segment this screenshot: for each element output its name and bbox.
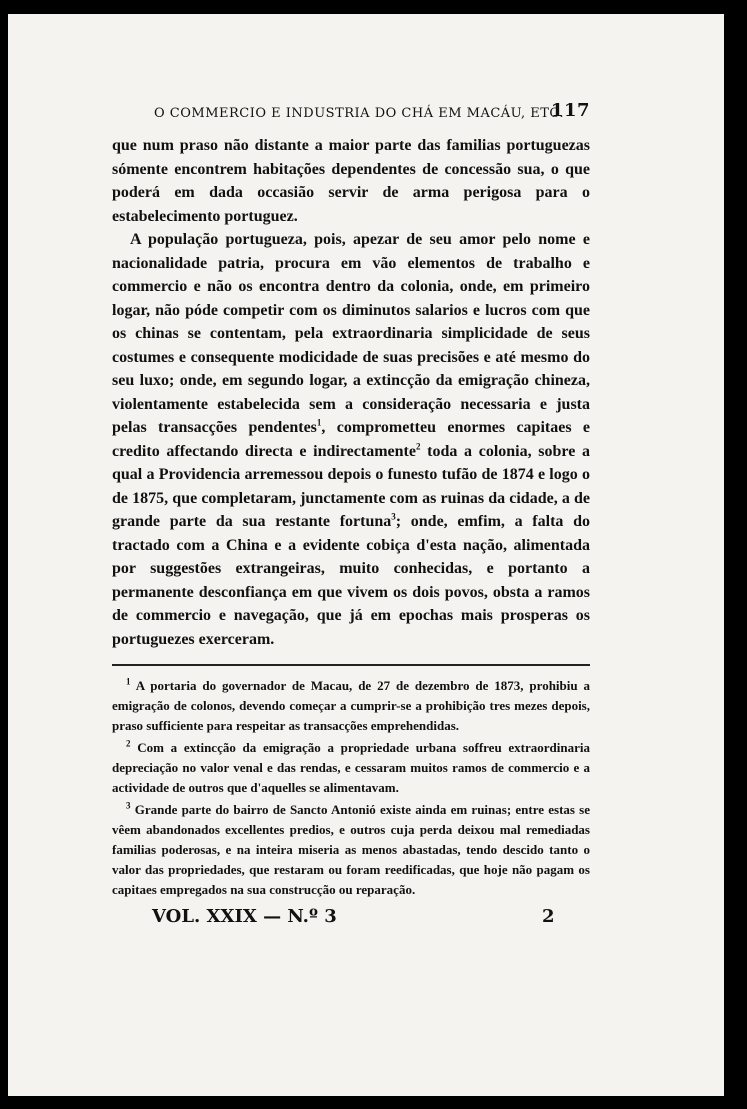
footnote-ref-3: 3 [391, 511, 396, 522]
footnote-text: Com a extincção da emigração a propriedade urbana soffreu extraordinaria depreciação no valor venal e das rendas, e cessaram muitos ramos de commercio e a actividade de outros que d'aquelles se alimentavam. [112, 740, 590, 795]
footnote-3 [112, 800, 590, 900]
paragraph-2-part-d: ; onde, emfim, a falta do tractado com a China e a evidente cobiça d'esta nação, alimentada por suggestões extrangeiras, muito conhecidas, e portanto a permanente desconfiança em que vivem os dois povos, obsta a ramos de commercio e navegação, que já em epochas mais prosperas os portuguezes exerceram. [112, 513, 590, 648]
page-sheet [8, 14, 724, 1096]
paragraph-1: que num praso não distante a maior parte das familias portuguezas sómente encontrem habitações dependentes de concessão sua, o que poderá em dada occasião servir de arma perigosa para o estabelecimento portuguez. [112, 137, 590, 225]
footnote-ref-1: 1 [316, 417, 322, 428]
footnote-text: A portaria do governador de Macau, de 27 de dezembro de 1873, prohibiu a emigração de colonos, devendo começar a cumprir-se a prohibição tres mezes depois, praso sufficiente para respeitar as transacções emprehendidas. [112, 678, 590, 733]
page-number: 117 [550, 100, 590, 121]
volume-label: VOL. XXIX — N.º 3 [152, 906, 337, 927]
running-title: O COMMERCIO E INDUSTRIA DO CHÁ EM MACÁU, ETC. [154, 106, 564, 121]
footnote-marker: 3 [126, 800, 131, 811]
page-header [112, 100, 590, 126]
page-footer [112, 902, 590, 932]
paragraph-2 [112, 228, 590, 651]
footnotes [112, 676, 590, 900]
footnote-divider [112, 664, 590, 666]
footnote-marker: 1 [126, 676, 131, 687]
paragraph-2-part-b: , comprometteu enormes capitaes e credito affectando directa e indirectamente [112, 419, 591, 460]
footnote-2 [112, 738, 590, 798]
main-text [112, 134, 590, 651]
printed-page [112, 100, 590, 932]
paragraph-2-part-c: toda a colonia, sobre a qual a Providencia arremessou depois o funesto tufão de 1874 e logo o de 1875, que completaram, junctamente com as ruinas da cidade, a de grande parte da sua restante fortuna [112, 442, 591, 530]
footnote-text: Grande parte do bairro de Sancto Antonió existe ainda em ruinas; entre estas se vêem abandonados excellentes predios, e outros cuja perda deixou mal remediadas familias poderosas, e na inteira miseria as menos abastadas, tendo descido tanto o valor das propriedades, que restaram ou foram reedificadas, que hoje não pagam os capitaes empregados na sua construcção ou reparação. [112, 802, 591, 897]
footnote-ref-2: 2 [415, 441, 421, 452]
signature-mark: 2 [542, 906, 555, 927]
paragraph-2-part-a: A população portugueza, pois, apezar de seu amor pelo nome e nacionalidade patria, procura em vão elementos de trabalho e commercio e não os encontra dentro da colonia, onde, em primeiro logar, não póde competir com os diminutos salarios e lucros com que os chinas se contentam, pela extraordinaria simplicidade de seus costumes e consequente modicidade de suas precisões e até mesmo do seu luxo; onde, em segundo logar, a extincção da emigração chineza, violentamente estabelecida sem a consideração necessaria e justa pelas transacções pendentes [112, 231, 590, 436]
footnote-marker: 2 [126, 738, 131, 749]
footnote-1 [112, 676, 590, 736]
